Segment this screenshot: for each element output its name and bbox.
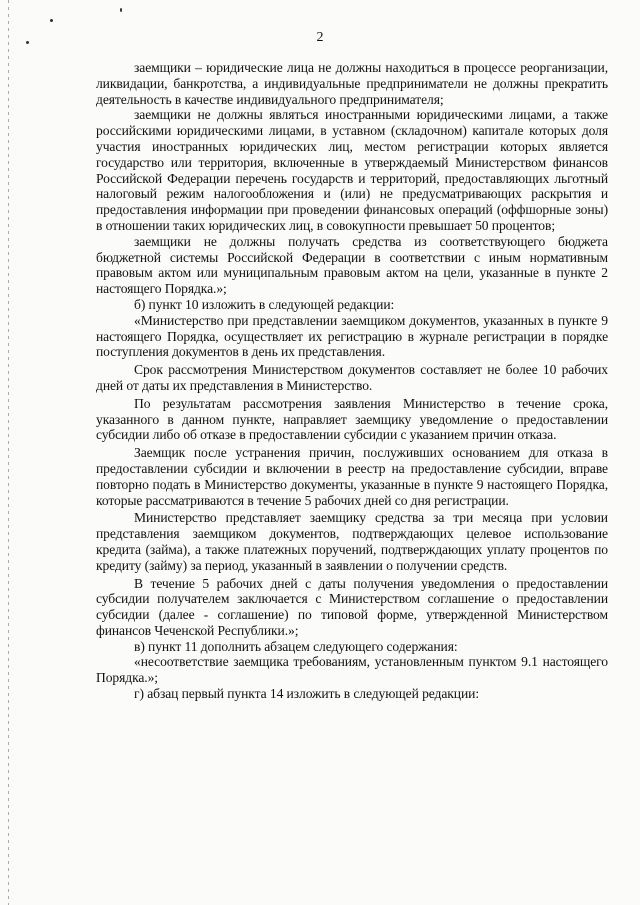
paragraph: «Министерство при представлении заемщиком документов, указанных в пункте 9 настоящего Порядка, осуществляет их регистрацию в журнале регистрации в порядке поступления документов в день их представления. xyxy=(96,312,608,360)
paragraph: В течение 5 рабочих дней с даты получения уведомления о предоставлении субсидии получателем заключается с Министерством соглашение о предоставлении субсидии (далее - соглашение) по типовой форме, утвержденной Министерством финансов Чеченской Республики.»; xyxy=(96,575,608,638)
paragraph: По результатам рассмотрения заявления Министерство в течение срока, указанного в данном пункте, направляет заемщику уведомление о предоставлении субсидии либо об отказе в предоставлении субсидии с указанием причин отказа. xyxy=(96,395,608,443)
scan-edge-artifact xyxy=(8,0,9,905)
page-number: 2 xyxy=(316,30,324,45)
scan-speck xyxy=(50,19,53,22)
paragraph: «несоответствие заемщика требованиям, установленным пунктом 9.1 настоящего Порядка.»; xyxy=(96,654,608,686)
paragraph: заемщики не должны являться иностранными юридическими лицами, а также российскими юридическими лицами, в уставном (складочном) капитале которых доля участия иностранных юридических лиц, местом регистрации которых является государство или территория, включенные в утверждаемый Министерством финансов Российской Федерации перечень государств и территорий, предоставляющих льготный налоговый режим налогообложения и (или) не предусматривающих раскрытия и предоставления информации при проведении финансовых операций (оффшорные зоны) в отношении таких юридических лиц, в совокупности превышает 50 процентов; xyxy=(96,107,608,233)
paragraph: в) пункт 11 дополнить абзацем следующего содержания: xyxy=(134,638,458,654)
document-body xyxy=(96,60,608,702)
paragraph: заемщики не должны получать средства из соответствующего бюджета бюджетной системы Российской Федерации в соответствии с иным нормативным правовым актом или муниципальным правовым актом на цели, указанные в пункте 2 настоящего Порядка.»; xyxy=(96,233,608,297)
paragraph: заемщики – юридические лица не должны находиться в процессе реорганизации, ликвидации, банкротства, а индивидуальные предприниматели не должны прекратить деятельность в качестве индивидуального предпринимателя; xyxy=(96,60,608,107)
paragraph: б) пункт 10 изложить в следующей редакции: xyxy=(134,296,395,312)
scan-speck xyxy=(120,8,122,12)
paragraph: г) абзац первый пункта 14 изложить в следующей редакции: xyxy=(134,686,479,702)
paragraph: Министерство представляет заемщику средства за три месяца при условии представления заемщиком документов, подтверждающих целевое использование кредита (займа), а также платежных поручений, подтверждающих уплату процентов по кредиту (займу) за период, указанный в заявлении о получении средств. xyxy=(96,510,608,573)
paragraph: Заемщик после устранения причин, послуживших основанием для отказа в предоставлении субсидии и включении в реестр на предоставление субсидии, вправе повторно подать в Министерство документы, указанные в пункте 9 настоящего Порядка, которые рассматриваются в течение 5 рабочих дней со дня регистрации. xyxy=(96,445,608,508)
paragraph: Срок рассмотрения Министерством документов составляет не более 10 рабочих дней от даты их представления в Министерство. xyxy=(96,362,608,393)
